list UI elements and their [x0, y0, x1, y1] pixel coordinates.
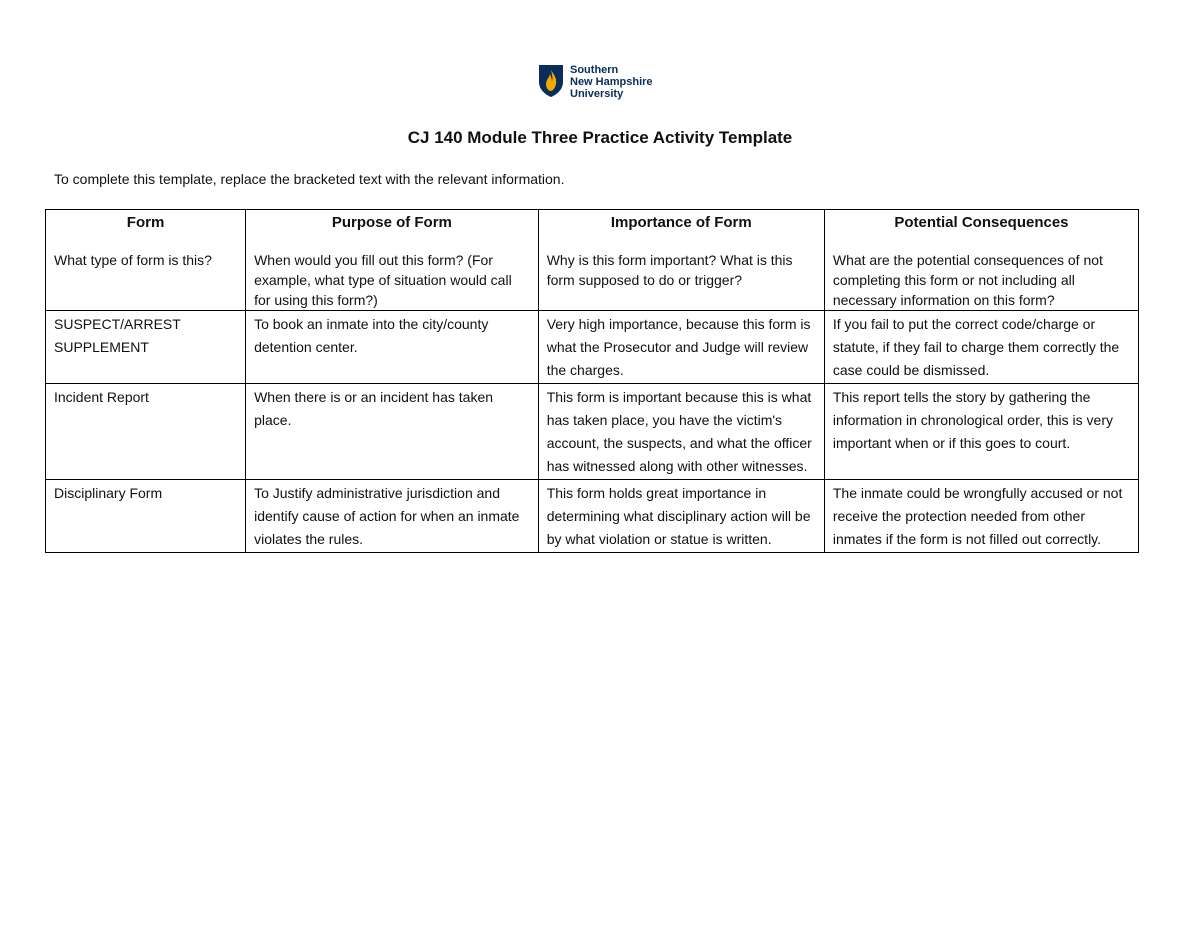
table-cell: This form is important because this is what has taken place, you have the victim's account, the suspects, and what the officer has witnessed along with other witnesses.: [538, 384, 824, 480]
table-cell: If you fail to put the correct code/charge or statute, if they fail to charge them correctly the case could be dismissed.: [824, 311, 1138, 384]
forms-table: [45, 209, 1139, 553]
shield-flame-icon: [538, 64, 564, 98]
prompt-cell: What type of form is this?: [46, 246, 246, 311]
table-cell: When there is or an incident has taken place.: [246, 384, 539, 480]
logo-line-1: Southern: [570, 64, 619, 76]
table-cell: Very high importance, because this form is what the Prosecutor and Judge will review the charges.: [538, 311, 824, 384]
table-cell: This report tells the story by gathering the information in chronological order, this is very important when or if this goes to court.: [824, 384, 1138, 480]
header-consequences: Potential Consequences: [824, 210, 1138, 247]
header-importance: Importance of Form: [538, 210, 824, 247]
table-cell: Disciplinary Form: [46, 480, 246, 553]
table-row: [46, 311, 1139, 384]
logo-line-3: University: [570, 88, 624, 100]
table-cell: To book an inmate into the city/county detention center.: [246, 311, 539, 384]
instructions-text: To complete this template, replace the bracketed text with the relevant information.: [54, 171, 565, 187]
university-logo: [538, 64, 653, 100]
prompt-cell: Why is this form important? What is this form supposed to do or trigger?: [538, 246, 824, 311]
header-purpose: Purpose of Form: [246, 210, 539, 247]
prompt-cell: When would you fill out this form? (For example, what type of situation would call for using this form?): [246, 246, 539, 311]
table-cell: This form holds great importance in determining what disciplinary action will be by what violation or statue is written.: [538, 480, 824, 553]
header-form: Form: [46, 210, 246, 247]
page-title: CJ 140 Module Three Practice Activity Template: [407, 128, 793, 147]
logo-wordmark: [570, 64, 653, 100]
table-cell: To Justify administrative jurisdiction and identify cause of action for when an inmate violates the rules.: [246, 480, 539, 553]
table-cell: SUSPECT/ARREST SUPPLEMENT: [46, 311, 246, 384]
table-cell: The inmate could be wrongfully accused or not receive the protection needed from other inmates if the form is not filled out correctly.: [824, 480, 1138, 553]
table-row: [46, 384, 1139, 480]
table-cell: Incident Report: [46, 384, 246, 480]
logo-line-2: New Hampshire: [570, 76, 653, 88]
table-row: [46, 480, 1139, 553]
prompt-cell: What are the potential consequences of not completing this form or not including all necessary information on this form?: [824, 246, 1138, 311]
prompt-row: [46, 246, 1139, 311]
header-row: [46, 210, 1139, 247]
